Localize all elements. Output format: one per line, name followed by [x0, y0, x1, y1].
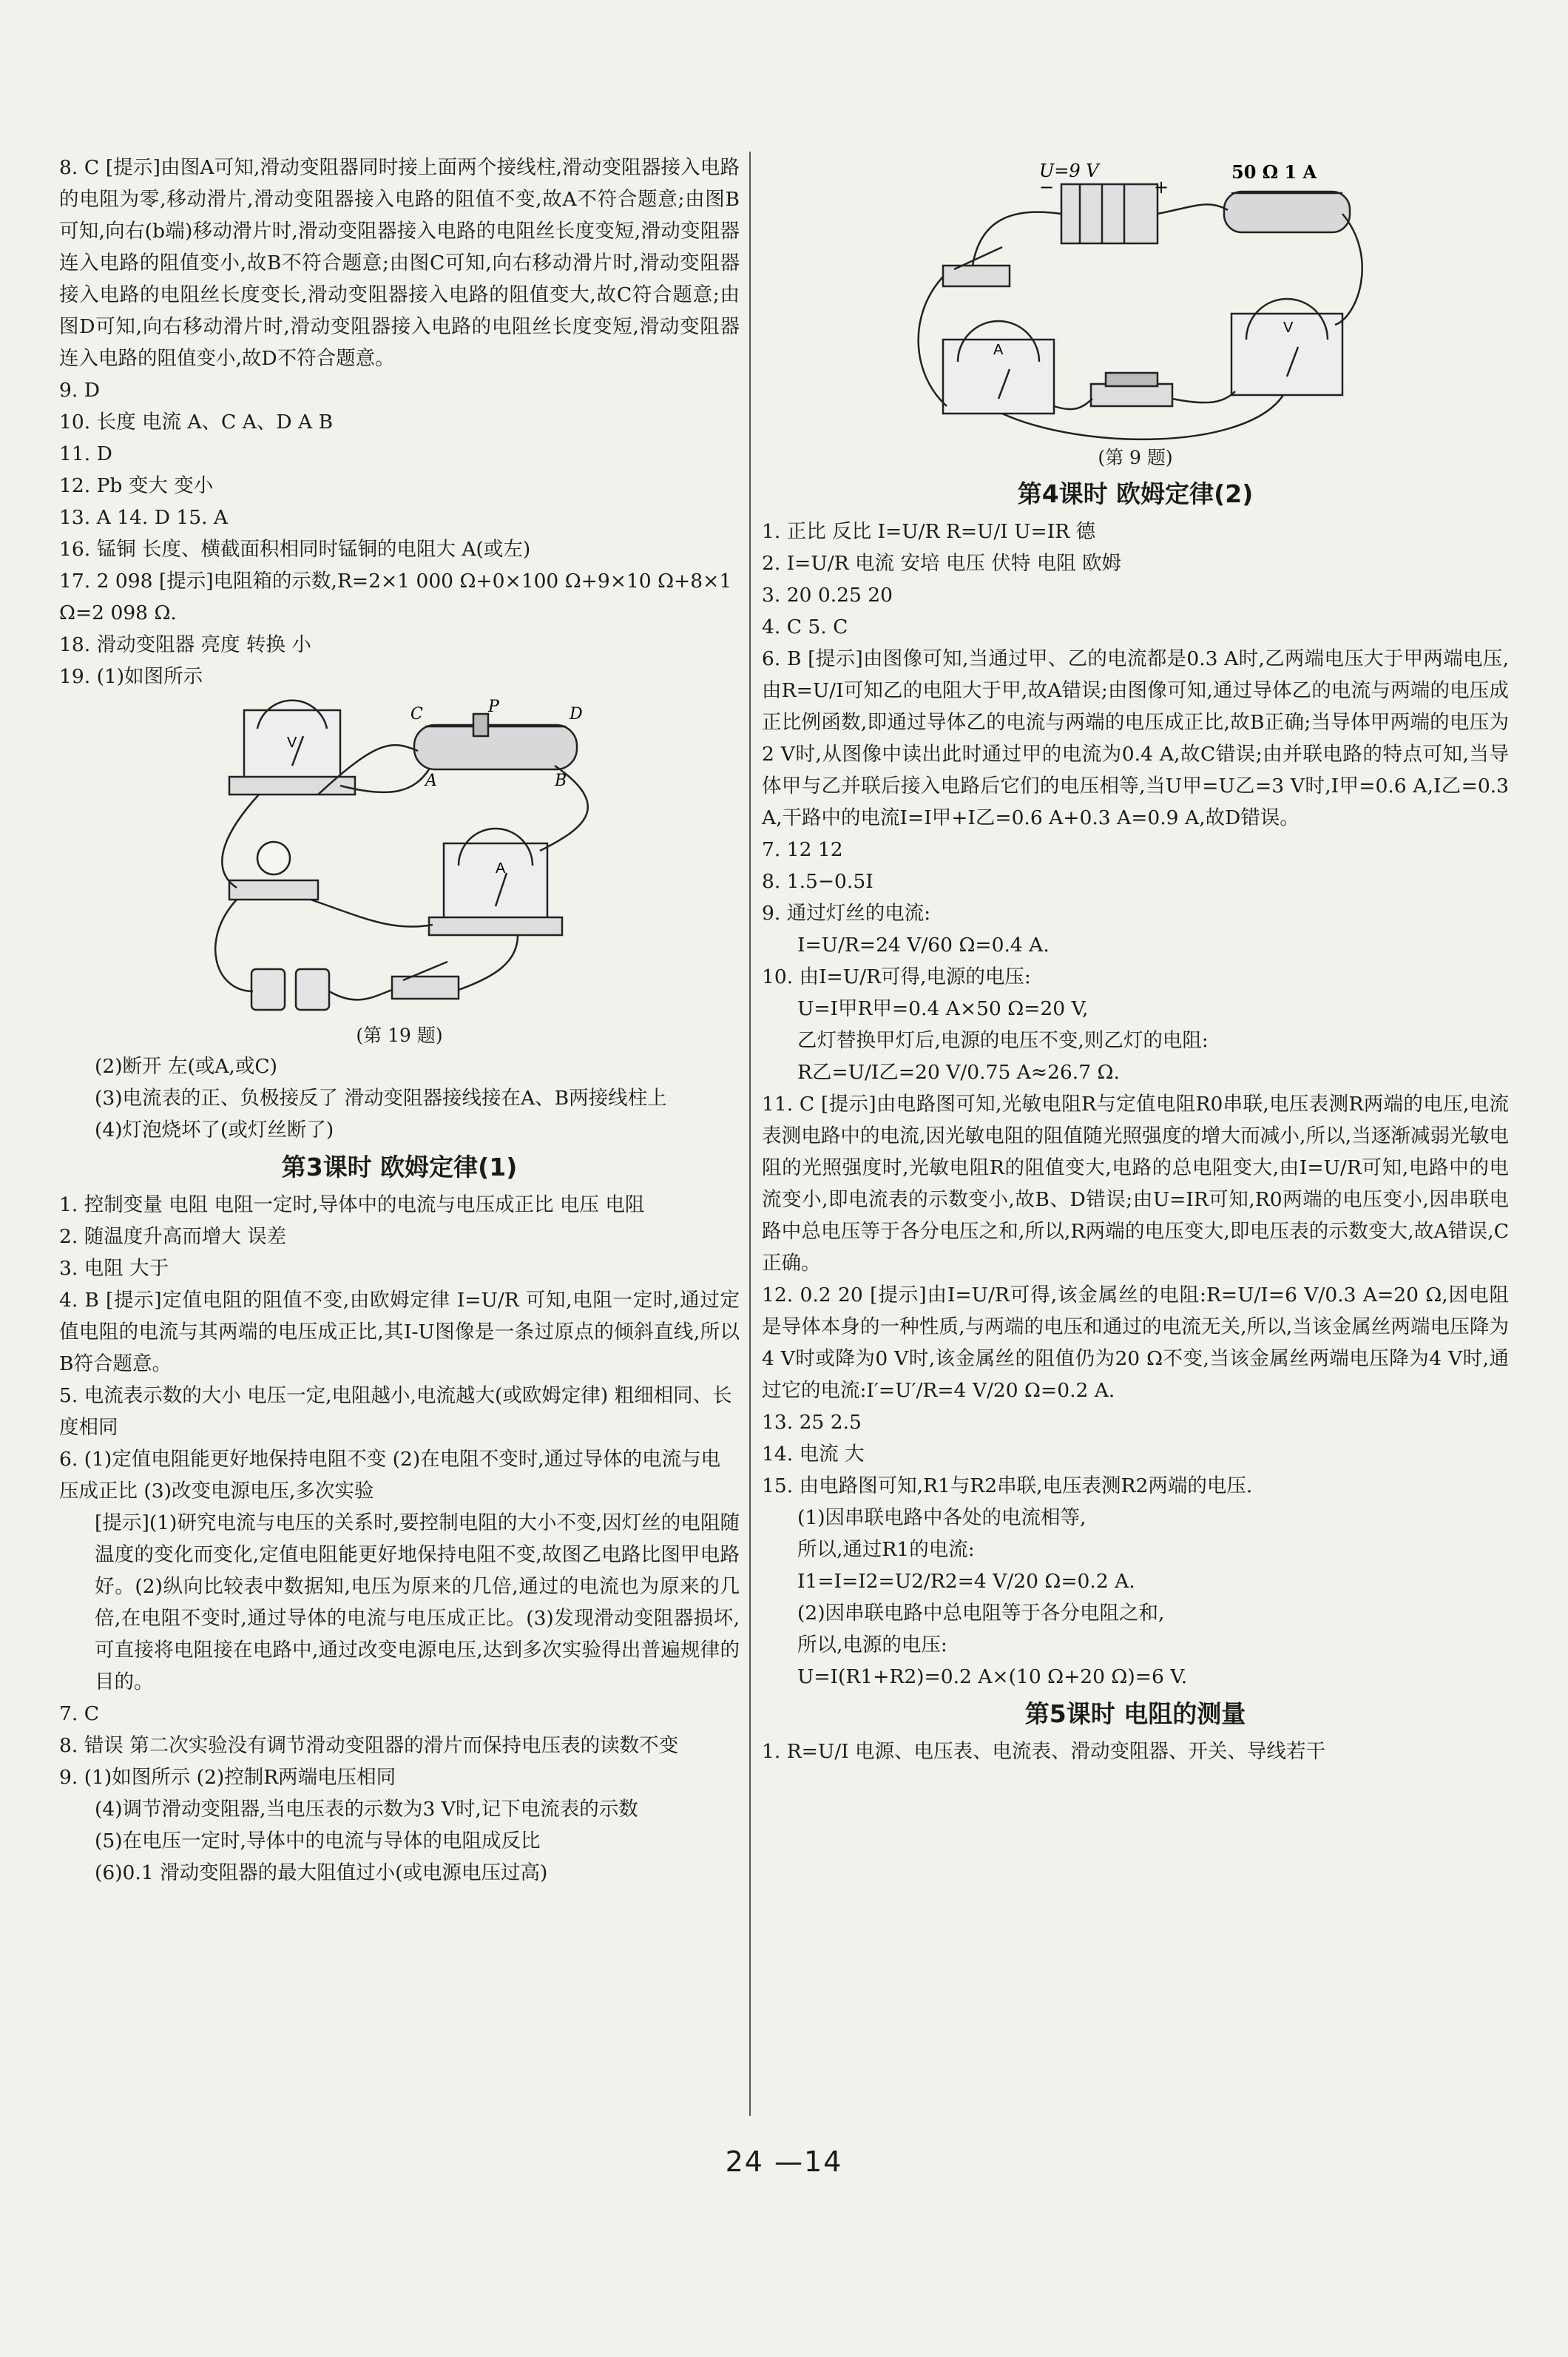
left-column — [59, 152, 740, 1889]
answer-19-2: (2)断开 左(或A,或C) — [95, 1055, 277, 1078]
s3-answer-5: 5. 电流表示数的大小 电压一定,电阻越小,电流越大(或欧姆定律) 粗细相同、长度相同 — [59, 1384, 732, 1439]
fig9-label-voltage: U=9 V — [1039, 161, 1099, 181]
answer-19-3: (3)电流表的正、负极接反了 滑动变阻器接线接在A、B两接线柱上 — [95, 1087, 667, 1110]
s3-answer-2: 2. 随温度升高而增大 误差 — [59, 1225, 287, 1248]
s3-answer-1: 1. 控制变量 电阻 电阻一定时,导体中的电流与电压成正比 电压 电阻 — [59, 1193, 645, 1216]
section-title-lesson-5: 第5课时 电阻的测量 — [1024, 1699, 1246, 1728]
s4-answer-15-c: I1=I=I2=U2/R2=4 V/20 Ω=0.2 A. — [797, 1570, 1135, 1593]
s4-answer-9: 9. 通过灯丝的电流: — [762, 902, 931, 925]
s4-answer-12: 12. 0.2 20 [提示]由I=U/R可得,该金属丝的电阻:R=U/I=6 V/0.3 A=20 Ω,因电阻是导体本身的一种性质,与两端的电压和通过的电流无关,所以,当该金属丝两端电压降为4 V时或降为0 V时,该金属丝的阻值仍为20 Ω不变,当该金属丝两端电压降为4 V时,通过它的电流:I′=U′/R=4 V/20 Ω=0.2 A. — [762, 1284, 1509, 1402]
s4-answer-3: 3. 20 0.25 20 — [762, 584, 893, 607]
s3-answer-8: 8. 错误 第二次实验没有调节滑动变阻器的滑片而保持电压表的读数不变 — [59, 1734, 679, 1757]
s3-answer-4: 4. B [提示]定值电阻的阻值不变,由欧姆定律 I=U/R 可知,电阻一定时,通过定值电阻的电流与其两端的电压成正比,其I-U图像是一条过原点的倾斜直线,所以B符合题意。 — [59, 1289, 740, 1375]
s3-answer-9: 9. (1)如图所示 (2)控制R两端电压相同 — [59, 1766, 396, 1789]
answer-13-15: 13. A 14. D 15. A — [59, 506, 229, 529]
s4-answer-15-b: 所以,通过R1的电流: — [797, 1538, 975, 1561]
fig9-label-plus: + — [1154, 177, 1169, 198]
fig19-label-v: V — [287, 735, 297, 751]
s4-answer-1: 1. 正比 反比 I=U/R R=U/I U=IR 德 — [762, 520, 1096, 543]
s4-answer-15-d: (2)因串联电路中总电阻等于各分电阻之和, — [797, 1602, 1165, 1625]
answer-8: 8. C [提示]由图A可知,滑动变阻器同时接上面两个接线柱,滑动变阻器接入电路的电阻为零,移动滑片,滑动变阻器接入电路的阻值不变,故A不符合题意;由图B可知,向右(b端)移动滑片时,滑动变阻器接入电路的电阻丝长度变短,滑动变阻器连入电路的阻值变小,故B不符合题意;由图C可知,向右移动滑片时,滑动变阻器接入电路的电阻丝长度变长,滑动变阻器接入电路的阻值变大,故C符合题意;由图D可知,向右移动滑片时,滑动变阻器接入电路的电阻丝长度变短,滑动变阻器连入电路的阻值变小,故D不符合题意。 — [59, 156, 740, 370]
fig19-label-a2: A — [425, 772, 437, 790]
fig19-label-d: D — [570, 705, 583, 724]
s5-answer-1: 1. R=U/I 电源、电压表、电流表、滑动变阻器、开关、导线若干 — [762, 1740, 1326, 1763]
s4-answer-10-b: 乙灯替换甲灯后,电源的电压不变,则乙灯的电阻: — [797, 1029, 1209, 1052]
fig9-label-v: V — [1283, 320, 1294, 336]
figure-19-caption: (第 19 题) — [356, 1025, 443, 1046]
s4-answer-15: 15. 由电路图可知,R1与R2串联,电压表测R2两端的电压. — [762, 1474, 1253, 1497]
circuit-figure-9 — [899, 155, 1372, 443]
answer-10: 10. 长度 电流 A、C A、D A B — [59, 411, 334, 434]
fig19-label-c: C — [410, 705, 423, 724]
fig19-label-a: A — [496, 860, 506, 877]
answer-19-4: (4)灯泡烧坏了(或灯丝断了) — [95, 1119, 334, 1142]
s4-answer-10-a: U=I甲R甲=0.4 A×50 Ω=20 V, — [797, 997, 1089, 1020]
s4-answer-4-5: 4. C 5. C — [762, 616, 848, 638]
s4-answer-15-f: U=I(R1+R2)=0.2 A×(10 Ω+20 Ω)=6 V. — [797, 1665, 1188, 1688]
answer-12: 12. Pb 变大 变小 — [59, 474, 214, 497]
s4-answer-14: 14. 电流 大 — [762, 1443, 865, 1466]
s4-answer-9-formula: I=U/R=24 V/60 Ω=0.4 A. — [797, 934, 1050, 957]
fig19-label-p: P — [488, 698, 499, 716]
s4-answer-10-c: R乙=U/I乙=20 V/0.75 A≈26.7 Ω. — [797, 1061, 1120, 1084]
s4-answer-11: 11. C [提示]由电路图可知,光敏电阻R与定值电阻R0串联,电压表测R两端的电压,电流表测电路中的电流,因光敏电阻的阻值随光照强度的增大而减小,所以,当逐渐减弱光敏电阻的光照强度时,光敏电阻R的阻值变大,电路的总电阻变大,由I=U/R可知,电路中的电流变小,即电流表的示数变小,故B、D错误;由U=IR可知,R0两端的电压变小,因串联电路中总电压等于各分电压之和,所以,R两端的电压变大,即电压表的示数变大,故A错误,C正确。 — [762, 1093, 1509, 1275]
s3-answer-3: 3. 电阻 大于 — [59, 1257, 169, 1280]
section-title-lesson-3: 第3课时 欧姆定律(1) — [281, 1153, 518, 1181]
answer-9: 9. D — [59, 379, 100, 402]
answer-11: 11. D — [59, 442, 112, 465]
answer-17: 17. 2 098 [提示]电阻箱的示数,R=2×1 000 Ω+0×100 Ω+9×10 Ω+8×1 Ω=2 098 Ω. — [59, 570, 732, 624]
fig9-label-minus: − — [1039, 177, 1055, 198]
section-title-lesson-4: 第4课时 欧姆定律(2) — [1017, 479, 1254, 508]
s4-answer-15-e: 所以,电源的电压: — [797, 1633, 947, 1656]
s4-answer-7: 7. 12 12 — [762, 838, 843, 861]
s3-answer-9-6: (6)0.1 滑动变阻器的最大阻值过小(或电源电压过高) — [95, 1861, 548, 1884]
s3-answer-6: 6. (1)定值电阻能更好地保持电阻不变 (2)在电阻不变时,通过导体的电流与电压成正比 (3)改变电源电压,多次实验 — [59, 1448, 721, 1503]
s3-answer-9-4: (4)调节滑动变阻器,当电压表的示数为3 V时,记下电流表的示数 — [95, 1798, 638, 1821]
figure-9-caption: (第 9 题) — [1098, 447, 1173, 468]
s3-answer-6-hint: [提示](1)研究电流与电压的关系时,要控制电阻的大小不变,因灯丝的电阻随温度的变化而变化,定值电阻能更好地保持电阻不变,故图乙电路比图甲电路好。(2)纵向比较表中数据知,电压为原来的几倍,通过的电流也为原来的几倍,在电阻不变时,通过导体的电流与电压成正比。(3)发现滑动变阻器损坏,可直接将电阻接在电路中,通过改变电源电压,达到多次实验得出普遍规律的目的。 — [95, 1511, 740, 1693]
fig19-label-b: B — [555, 772, 567, 790]
s3-answer-7: 7. C — [59, 1702, 99, 1725]
fig9-label-a: A — [993, 342, 1004, 358]
answer-16: 16. 锰铜 长度、横截面积相同时锰铜的电阻大 A(或左) — [59, 538, 531, 561]
s3-answer-9-5: (5)在电压一定时,导体中的电流与导体的电阻成反比 — [95, 1830, 541, 1852]
s4-answer-15-a: (1)因串联电路中各处的电流相等, — [797, 1506, 1087, 1529]
s4-answer-6: 6. B [提示]由图像可知,当通过甲、乙的电流都是0.3 A时,乙两端电压大于甲两端电压,由R=U/I可知乙的电阻大于甲,故A错误;由图像可知,通过导体乙的电流与两端的电压成正比例函数,即通过导体乙的电流与两端的电压成正比,故B正确;当导体甲两端的电压为2 V时,从图像中读出此时通过甲的电流为0.4 A,故C错误;由并联电路的特点可知,当导体甲与乙并联后接入电路后它们的电压相等,当U甲=U乙=3 V时,I甲=0.6 A,I乙=0.3 A,干路中的电流I=I甲+I乙=0.6 A+0.3 A=0.9 A,故D错误。 — [762, 647, 1509, 829]
s4-answer-10: 10. 由I=U/R可得,电源的电压: — [762, 965, 1031, 988]
s4-answer-8: 8. 1.5−0.5I — [762, 870, 873, 893]
column-divider — [749, 152, 751, 2116]
right-column — [762, 152, 1509, 1767]
circuit-figure-19 — [170, 695, 629, 1021]
fig9-label-rating: 50 Ω 1 A — [1231, 161, 1317, 183]
page-number: 24 —14 — [725, 2145, 843, 2178]
s4-answer-2: 2. I=U/R 电流 安培 电压 伏特 电阻 欧姆 — [762, 552, 1122, 575]
s4-answer-13: 13. 25 2.5 — [762, 1411, 862, 1434]
answer-18: 18. 滑动变阻器 亮度 转换 小 — [59, 633, 311, 656]
answer-19: 19. (1)如图所示 — [59, 665, 203, 688]
